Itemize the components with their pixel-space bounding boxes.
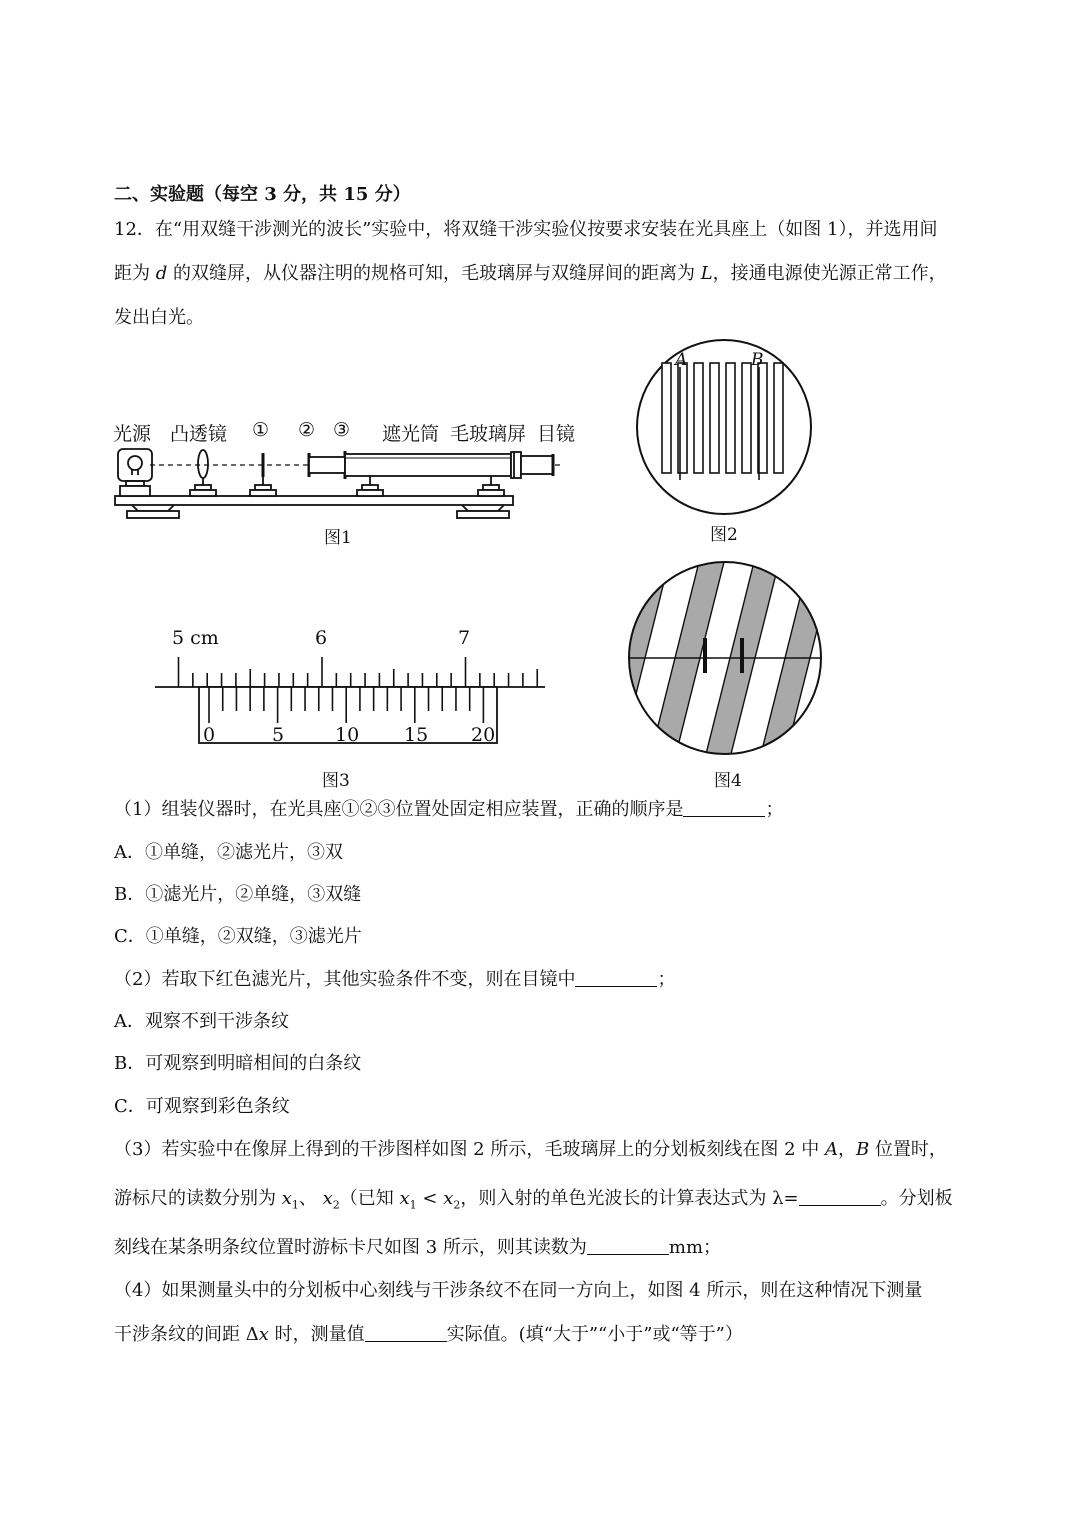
fig2-caption: 图2 [710, 525, 738, 545]
answer-blank-3[interactable] [799, 1187, 881, 1206]
fig2-label-b: B [751, 350, 764, 370]
question-line-1: 12．在“用双缝干涉测光的波长”实验中，将双缝干涉实验仪按要求安装在光具座上（如图 1），并选用间 [114, 219, 938, 240]
q3-line-2: 游标尺的读数分别为 $x_1$、 $x_2$（已知 $x_1 < x_2$，则入射的单色光波长的计算表达式为 λ= 。分划板 [114, 1188, 953, 1212]
q2-option-b: B．可观察到明暗相间的白条纹 [114, 1053, 362, 1074]
fig3-vernier-label-20: 20 [471, 724, 496, 746]
q2-stem: （2）若取下红色滤光片，其他实验条件不变，则在目镜中 ； [114, 969, 676, 990]
label-position-1: ① [252, 419, 270, 441]
q1-option-a: A．①单缝，②滤光片，③双 [114, 842, 343, 863]
answer-blank-1[interactable] [683, 798, 765, 817]
label-position-2: ② [298, 419, 316, 441]
fig3-vernier-label-15: 15 [404, 724, 429, 746]
answer-blank-4[interactable] [587, 1236, 669, 1255]
answer-blank-5[interactable] [365, 1323, 447, 1342]
fig3-vernier-label-10: 10 [335, 724, 360, 746]
fig3-main-label-7: 7 [458, 627, 471, 649]
fig3-main-label-5cm: 5 cm [172, 627, 219, 649]
q3-line-3: 刻线在某条明条纹位置时游标卡尺如图 3 所示，则其读数为 mm； [114, 1237, 722, 1258]
q4-line-2: 干涉条纹的间距 Δx 时，测量值 实际值。(填“大于”“小于”或“等于”） [114, 1324, 743, 1345]
label-frosted-screen: 毛玻璃屏 [450, 423, 527, 445]
fig2-label-a: A [675, 350, 688, 370]
fig4-caption: 图4 [714, 771, 742, 791]
label-position-3: ③ [333, 419, 351, 441]
fig3-vernier-label-0: 0 [203, 724, 216, 746]
q2-option-a: A．观察不到干涉条纹 [114, 1011, 289, 1032]
label-eyepiece: 目镜 [537, 423, 576, 445]
fig4-tilted-fringes [625, 558, 825, 758]
q1-stem: （1）组装仪器时，在光具座①②③位置处固定相应装置，正确的顺序是 ； [114, 799, 784, 820]
fig3-main-label-6: 6 [315, 627, 328, 649]
q1-option-c: C．①单缝，②双缝，③滤光片 [114, 926, 362, 947]
label-shading-tube: 遮光筒 [382, 423, 440, 445]
label-convex-lens: 凸透镜 [170, 423, 228, 445]
fig1-optical-bench [110, 445, 580, 525]
fig3-caption: 图3 [322, 771, 350, 791]
question-line-3: 发出白光。 [114, 307, 204, 328]
q1-option-b: B．①滤光片，②单缝，③双缝 [114, 884, 362, 905]
fig3-vernier-label-5: 5 [272, 724, 285, 746]
fig1-caption: 图1 [324, 528, 352, 548]
q3-line-1: （3）若实验中在像屏上得到的干涉图样如图 2 所示，毛玻璃屏上的分划板刻线在图 2 中 A，B 位置时， [114, 1139, 947, 1160]
label-light-source: 光源 [113, 423, 152, 445]
question-line-2: 距为 d 的双缝屏，从仪器注明的规格可知，毛玻璃屏与双缝屏间的距离为 L，接通电源使光源正常工作， [114, 263, 947, 284]
section-title: 二、实验题（每空 3 分，共 15 分） [114, 184, 411, 205]
q4-line-1: （4）如果测量头中的分划板中心刻线与干涉条纹不在同一方向上，如图 4 所示，则在这种情况下测量 [114, 1280, 923, 1301]
fig2-fringe-view [634, 337, 814, 517]
answer-blank-2[interactable] [575, 968, 657, 987]
q2-option-c: C．可观察到彩色条纹 [114, 1096, 290, 1117]
